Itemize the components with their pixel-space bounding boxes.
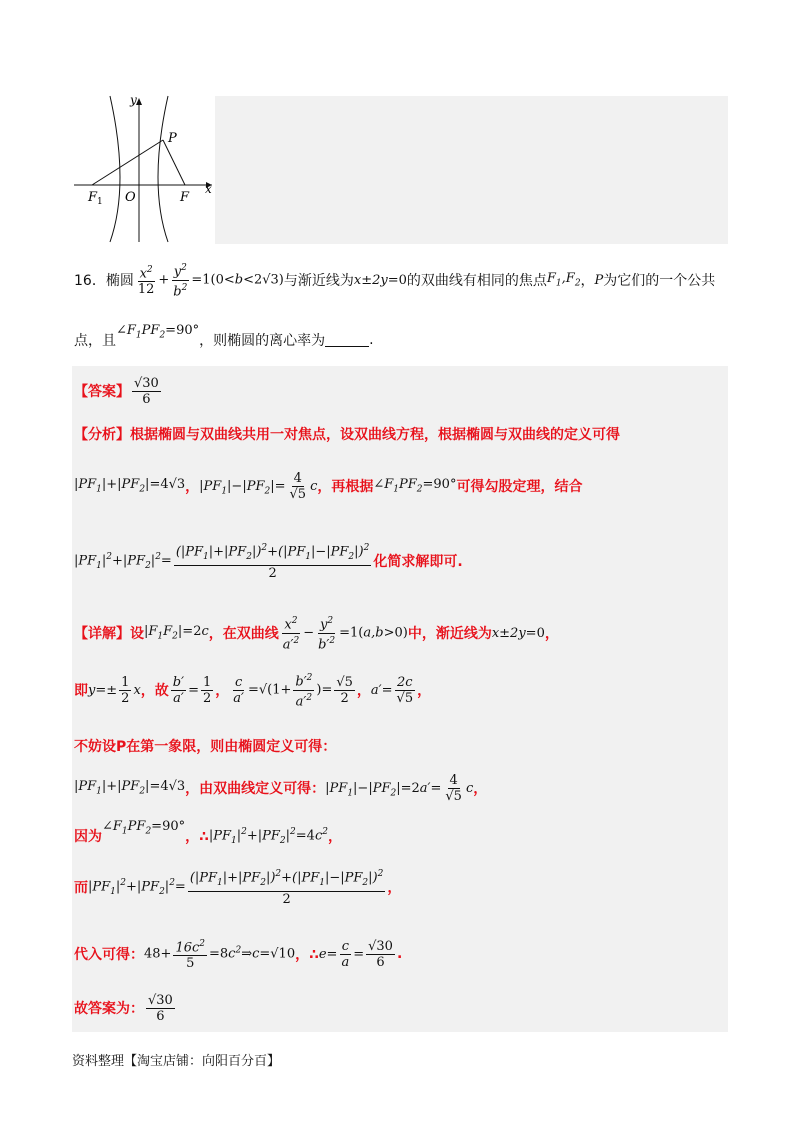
figure-shade	[215, 96, 728, 244]
detail-line-2: 即 y=± $\frac{1}{2}$ x ，故 $\frac{b'}{a'}$ = $\frac{1}{2}$ ， $\frac{c}{a'}$ =√(1+ $\frac{b'^2}{a'^2}$ )= $\frac{√5}{2}$ ， a′= $\frac{2c}{√5}$ ，	[74, 673, 432, 709]
detail-label: 【详解】	[74, 626, 130, 642]
asymptote-equation: x±2y=0	[353, 272, 407, 288]
detail-line-5: 因为 $\angle F_1PF_2=90^\circ$ ，∴ $|PF_1|^2+|PF_2|^2=4c^2$ ，	[74, 819, 342, 846]
angle-condition: $\angle F_1PF_2=90^\circ$	[116, 323, 200, 341]
detail-line-3: 不妨设P在第一象限，则由椭圆定义可得：	[74, 739, 337, 755]
ellipse-equation: $\frac{x^2}{12}$ + $\frac{y^2}{b^2}$ =1(0<b<2√3)	[137, 263, 284, 299]
analysis-line-2: $|PF_1|+|PF_2|=4√3$ ， $|PF_1|-|PF_2|=$ $\frac{4}{√5}$ c ，再根据 $\angle F_1PF_2=90^\circ$ 可得勾股定理，结合	[74, 470, 583, 502]
right-branch	[158, 96, 168, 242]
label-y: y	[130, 93, 137, 107]
hyperbola-figure	[72, 90, 217, 245]
question-line-2: 点，且 $\angle F_1PF_2=90^\circ$ ，则椭圆的离心率为 .	[74, 323, 374, 349]
answer-line	[74, 372, 163, 410]
analysis-label: 【分析】	[74, 427, 130, 443]
detail-line-4: $|PF_1|+|PF_2|=4√3$ ，由双曲线定义可得： $|PF_1|-|PF_2|=2a'=$ $\frac{4}{√5}$ c ，	[74, 772, 488, 804]
label-f: F	[180, 190, 190, 205]
detail-line-1: 【详解】 设 $|F_1F_2|=2c$ ，在双曲线 $\frac{x^2}{a'^2}$ − $\frac{y^2}{b'^2}$ =1(a,b>0) 中，渐近线为 x±2y=0 ，	[74, 616, 559, 652]
footer-text: 资料整理【淘宝店铺：向阳百分百】	[72, 1054, 281, 1069]
detail-line-8: 故答案为： $\frac{√30}{6}$	[74, 992, 173, 1024]
answer-label: 【答案】	[74, 384, 130, 400]
question-number: 16．	[74, 273, 106, 289]
segment-p-f	[163, 140, 185, 185]
answer-blank	[325, 334, 369, 347]
analysis-line-1: 【分析】 根据椭圆与双曲线共用一对焦点，设双曲线方程，根据椭圆与双曲线的定义可得	[74, 424, 620, 444]
detail-line-7: 代入可得： 48+ $\frac{16c^2}{5}$ $=8c^2\Rightarrow c=√10$ ，∴ e= $\frac{c}{a}$ = $\frac{√30}{6}$ .	[74, 938, 403, 972]
label-f1-sub: 1	[97, 197, 103, 207]
question-line-1: 16． 椭圆 $\frac{x^2}{12}$ + $\frac{y^2}{b^2}$ =1(0<b<2√3) 与渐近线为 x±2y=0 的双曲线有相同的焦点 $F_1,F_2$ ， P 为它们的一个公共	[74, 263, 716, 299]
left-branch	[110, 96, 120, 242]
analysis-line-3: $|PF_1|^2+|PF_2|^2=$ $\frac{(|PF_1|+|PF_2|)^2+(|PF_1|-|PF_2|)^2}{2}$ 化简求解即可.	[74, 543, 463, 581]
label-p: P	[168, 131, 177, 146]
answer-value: $\frac{√30}{6}$	[134, 375, 159, 407]
label-o: O	[125, 190, 136, 205]
y-axis-arrow	[136, 98, 142, 105]
label-f1: F	[88, 190, 98, 205]
foci: $F_1,F_2$	[546, 271, 581, 289]
detail-line-6: 而 $|PF_1|^2+|PF_2|^2=$ $\frac{(|PF_1|+|PF_2|)^2+(|PF_1|-|PF_2|)^2}{2}$ ，	[74, 869, 402, 907]
segment-f1-p	[92, 140, 163, 185]
label-x: x	[205, 182, 212, 196]
